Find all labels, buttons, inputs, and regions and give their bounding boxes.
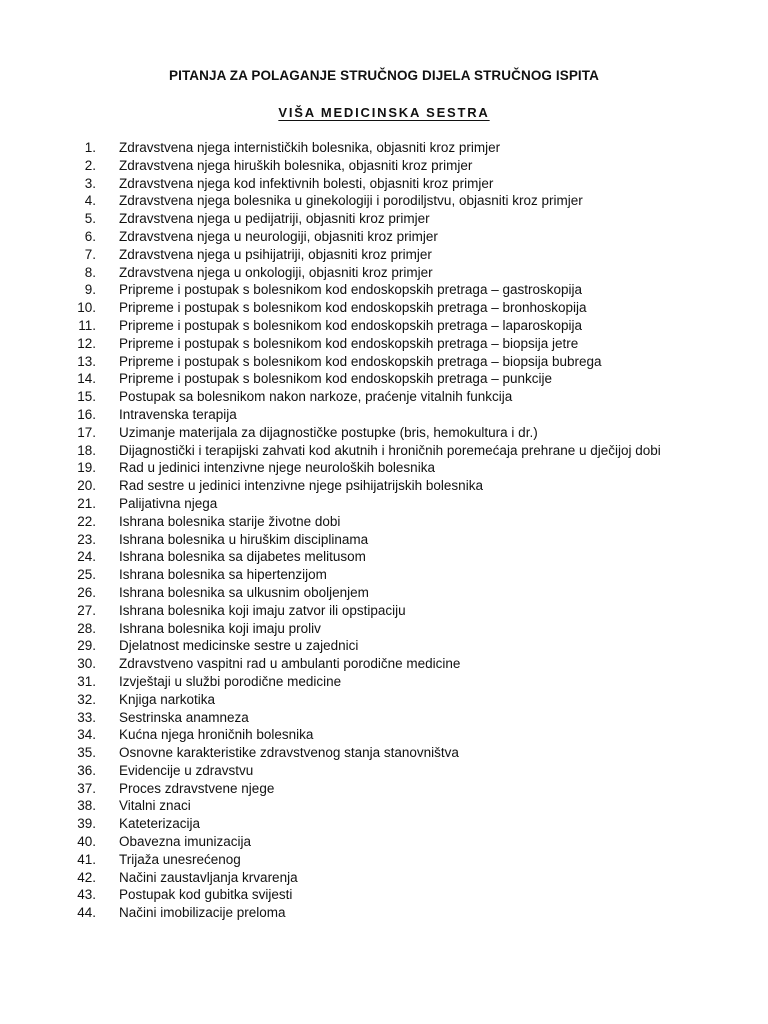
question-number: 30. [77,656,96,672]
question-text: Načini imobilizacije preloma [119,905,286,921]
question-number: 33. [77,709,96,725]
question-item [0,299,768,317]
question-number: 39. [77,816,96,832]
question-item [0,228,768,246]
question-text: Zdravstvena njega internističkih bolesnika, objasniti kroz primjer [119,140,501,155]
question-list [0,139,768,922]
question-number: 41. [77,851,96,867]
question-text: Pripreme i postupak s bolesnikom kod endoskopskih pretraga – biopsija jetre [119,335,579,351]
question-number: 2. [84,157,96,173]
question-item [0,442,768,460]
question-text: Ishrana bolesnika sa ulkusnim oboljenjem [119,584,369,600]
question-item [0,869,768,887]
question-text: Načini zaustavljanja krvarenja [119,869,298,885]
question-text: Izvještaji u službi porodične medicine [119,673,342,689]
question-item [0,317,768,335]
question-number: 3. [84,175,96,191]
question-number: 44. [77,905,96,921]
document-subtitle [0,105,768,120]
question-item [0,548,768,566]
question-item [0,566,768,584]
question-item [0,851,768,869]
question-text: Ishrana bolesnika starije životne dobi [119,513,341,529]
question-text: Kućna njega hroničnih bolesnika [119,727,314,743]
question-item [0,691,768,709]
question-number: 36. [77,762,96,778]
question-item [0,281,768,299]
question-item [0,637,768,655]
question-item [0,602,768,620]
question-item [0,459,768,477]
question-item [0,797,768,815]
question-item [0,477,768,495]
question-number: 12. [77,335,96,351]
question-item [0,833,768,851]
question-number: 19. [77,460,96,476]
question-number: 38. [77,798,96,814]
question-item [0,513,768,531]
question-item [0,886,768,904]
question-item [0,709,768,727]
question-text: Ishrana bolesnika sa dijabetes melitusom [119,549,366,565]
question-item [0,495,768,513]
question-item [0,335,768,353]
question-number: 25. [77,567,96,583]
question-number: 27. [77,602,96,618]
question-number: 17. [77,424,96,440]
question-number: 11. [78,317,96,333]
question-text: Postupak sa bolesnikom nakon narkoze, praćenje vitalnih funkcija [119,389,513,405]
question-item [0,246,768,264]
question-number: 14. [77,371,96,387]
question-text: Osnovne karakteristike zdravstvenog stanja stanovništva [119,745,459,761]
question-text: Zdravstvena njega u neurologiji, objasniti kroz primjer [119,228,438,244]
question-text: Knjiga narkotika [119,691,216,707]
question-text: Zdravstvena njega u psihijatriji, objasniti kroz primjer [119,246,432,262]
question-item [0,815,768,833]
question-number: 10. [77,300,96,316]
question-number: 24. [77,549,96,565]
question-text: Ishrana bolesnika koji imaju zatvor ili opstipaciju [119,602,406,618]
question-text: Sestrinska anamneza [119,709,249,725]
question-number: 32. [77,691,96,707]
question-item [0,780,768,798]
question-item [0,655,768,673]
question-text: Evidencije u zdravstvu [119,762,254,778]
question-number: 29. [77,638,96,654]
question-text: Trijaža unesrećenog [119,851,241,867]
question-item [0,726,768,744]
question-text: Zdravstvena njega u onkologiji, objasniti kroz primjer [119,264,433,280]
question-item [0,584,768,602]
question-text: Ishrana bolesnika koji imaju proliv [119,620,321,636]
document-title: PITANJA ZA POLAGANJE STRUČNOG DIJELA STRUČNOG ISPITA [169,68,599,83]
question-number: 22. [77,513,96,529]
question-number: 40. [77,834,96,850]
question-text: Dijagnostički i terapijski zahvati kod akutnih i hroničnih poremećaja prehrane u dječijoj dobi [119,442,661,458]
question-number: 15. [77,389,96,405]
question-number: 8. [84,264,96,280]
question-number: 13. [77,353,96,369]
question-number: 43. [77,887,96,903]
question-text: Zdravstvena njega bolesnika u ginekologiji i porodiljstvu, objasniti kroz primjer [119,193,583,209]
question-item [0,175,768,193]
question-text: Proces zdravstvene njege [119,780,275,796]
question-text: Pripreme i postupak s bolesnikom kod endoskopskih pretraga – biopsija bubrega [119,353,602,369]
question-number: 4. [84,193,96,209]
question-number: 5. [84,211,96,227]
question-number: 37. [77,780,96,796]
question-text: Rad u jedinici intenzivne njege neuroloških bolesnika [119,460,435,476]
question-number: 18. [77,442,96,458]
question-item [0,744,768,762]
question-number: 6. [84,228,96,244]
question-text: Palijativna njega [119,495,218,511]
question-number: 21. [77,495,96,511]
question-item [0,210,768,228]
question-text: Ishrana bolesnika u hiruškim disciplinama [119,531,369,547]
question-number: 34. [77,727,96,743]
question-number: 42. [77,869,96,885]
question-item [0,406,768,424]
question-number: 28. [77,620,96,636]
question-text: Ishrana bolesnika sa hipertenzijom [119,567,327,583]
question-number: 7. [84,246,96,262]
document-subtitle-text: VIŠA MEDICINSKA SESTRA [278,105,490,120]
question-number: 26. [77,584,96,600]
question-item [0,620,768,638]
question-item [0,139,768,157]
question-number: 23. [77,531,96,547]
question-text: Zdravstvena njega kod infektivnih bolesti, objasniti kroz primjer [119,175,494,191]
question-item [0,264,768,282]
question-item [0,192,768,210]
question-text: Intravenska terapija [119,406,237,422]
question-text: Pripreme i postupak s bolesnikom kod endoskopskih pretraga – bronhoskopija [119,300,587,316]
question-item [0,904,768,922]
question-text: Zdravstvena njega hiruških bolesnika, objasniti kroz primjer [119,157,473,173]
question-text: Obavezna imunizacija [119,834,252,850]
question-text: Uzimanje materijala za dijagnostičke postupke (bris, hemokultura i dr.) [119,424,538,440]
question-text: Kateterizacija [119,816,201,832]
question-item [0,388,768,406]
question-text: Zdravstvena njega u pedijatriji, objasniti kroz primjer [119,211,430,227]
question-item [0,424,768,442]
question-text: Pripreme i postupak s bolesnikom kod endoskopskih pretraga – gastroskopija [119,282,583,298]
question-item [0,157,768,175]
question-number: 9. [84,282,96,298]
question-item [0,762,768,780]
question-number: 31. [77,673,96,689]
question-text: Djelatnost medicinske sestre u zajednici [119,638,359,654]
question-number: 1. [84,140,96,155]
question-text: Postupak kod gubitka svijesti [119,887,293,903]
question-number: 35. [77,745,96,761]
question-number: 20. [77,478,96,494]
question-item [0,370,768,388]
question-number: 16. [77,406,96,422]
question-text: Zdravstveno vaspitni rad u ambulanti porodične medicine [119,656,461,672]
question-item [0,531,768,549]
question-text: Pripreme i postupak s bolesnikom kod endoskopskih pretraga – punkcije [119,371,552,387]
question-text: Vitalni znaci [119,798,191,814]
question-item [0,673,768,691]
question-text: Rad sestre u jedinici intenzivne njege psihijatrijskih bolesnika [119,478,483,494]
question-item [0,353,768,371]
question-text: Pripreme i postupak s bolesnikom kod endoskopskih pretraga – laparoskopija [119,317,583,333]
